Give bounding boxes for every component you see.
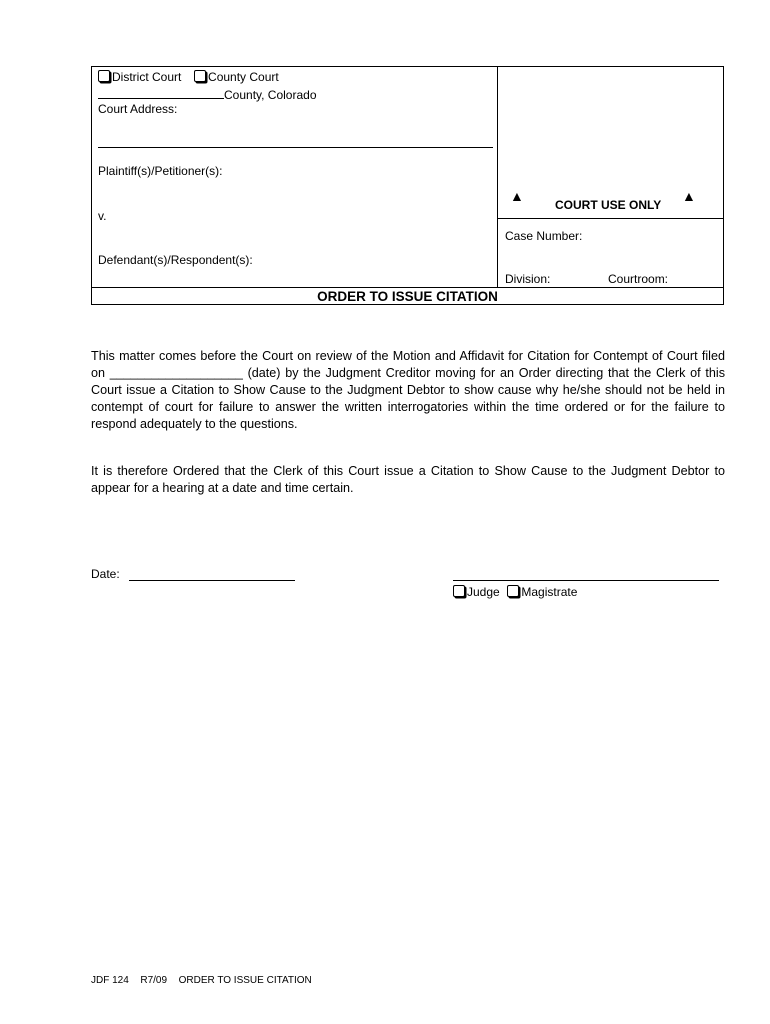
- document-title: ORDER TO ISSUE CITATION: [317, 289, 498, 304]
- county-name-field[interactable]: [98, 87, 224, 99]
- form-footer: [91, 975, 312, 986]
- arrow-up-icon: ▲: [682, 188, 696, 204]
- date-label: Date:: [91, 567, 120, 581]
- district-court-checkbox[interactable]: [98, 70, 110, 82]
- plaintiff-label: Plaintiff(s)/Petitioner(s):: [98, 164, 223, 178]
- division-label: Division:: [505, 272, 551, 286]
- para1-start: This matter comes before the Court on review of the Motion and Affidavit for Citation for Contempt of Court filed on: [91, 349, 725, 380]
- district-court-label: District Court: [112, 70, 182, 84]
- versus-label: v.: [98, 209, 107, 223]
- county-colorado-label: County, Colorado: [224, 88, 317, 102]
- county-court-checkbox[interactable]: [194, 70, 206, 82]
- magistrate-checkbox[interactable]: [507, 585, 519, 597]
- arrow-up-icon: ▲: [510, 188, 524, 204]
- officer-type-row: [453, 585, 577, 599]
- magistrate-label: Magistrate: [521, 585, 578, 599]
- court-use-only-label: COURT USE ONLY: [555, 198, 662, 212]
- court-type-row: [98, 70, 279, 84]
- courtroom-label: Courtroom:: [608, 272, 669, 286]
- judge-signature-line[interactable]: [453, 580, 719, 581]
- form-id: JDF 124: [91, 975, 129, 986]
- form-footer-title: ORDER TO ISSUE CITATION: [178, 975, 312, 986]
- judge-label: Judge: [467, 585, 500, 599]
- caption-vertical-divider: [497, 66, 498, 287]
- judge-checkbox[interactable]: [453, 585, 465, 597]
- order-paragraph-2: It is therefore Ordered that the Clerk of this Court issue a Citation to Show Cause to the Judgment Debtor to appear for a hearing at a date and time certain.: [91, 464, 725, 495]
- title-top-rule: [91, 287, 724, 288]
- court-address-line[interactable]: [98, 147, 493, 148]
- filed-date-blank[interactable]: ___________________: [109, 366, 243, 380]
- court-use-divider: [497, 218, 724, 219]
- order-paragraph-1: [91, 348, 725, 433]
- county-court-label: County Court: [208, 70, 279, 84]
- para1-rest: (date) by the Judgment Creditor moving for an Order directing that the Clerk of this Court issue a Citation to Show Cause to the Judgment Debtor to show cause why he/she should not be held in contempt of court for failure to answer the written interrogatories within the time ordered or for the failure to respond adequately to the questions.: [91, 366, 725, 431]
- case-number-label: Case Number:: [505, 229, 583, 243]
- county-line-row: [98, 87, 317, 102]
- date-signature-line[interactable]: [129, 580, 295, 581]
- court-address-label: Court Address:: [98, 102, 178, 116]
- form-revision: R7/09: [140, 975, 168, 986]
- defendant-label: Defendant(s)/Respondent(s):: [98, 253, 253, 267]
